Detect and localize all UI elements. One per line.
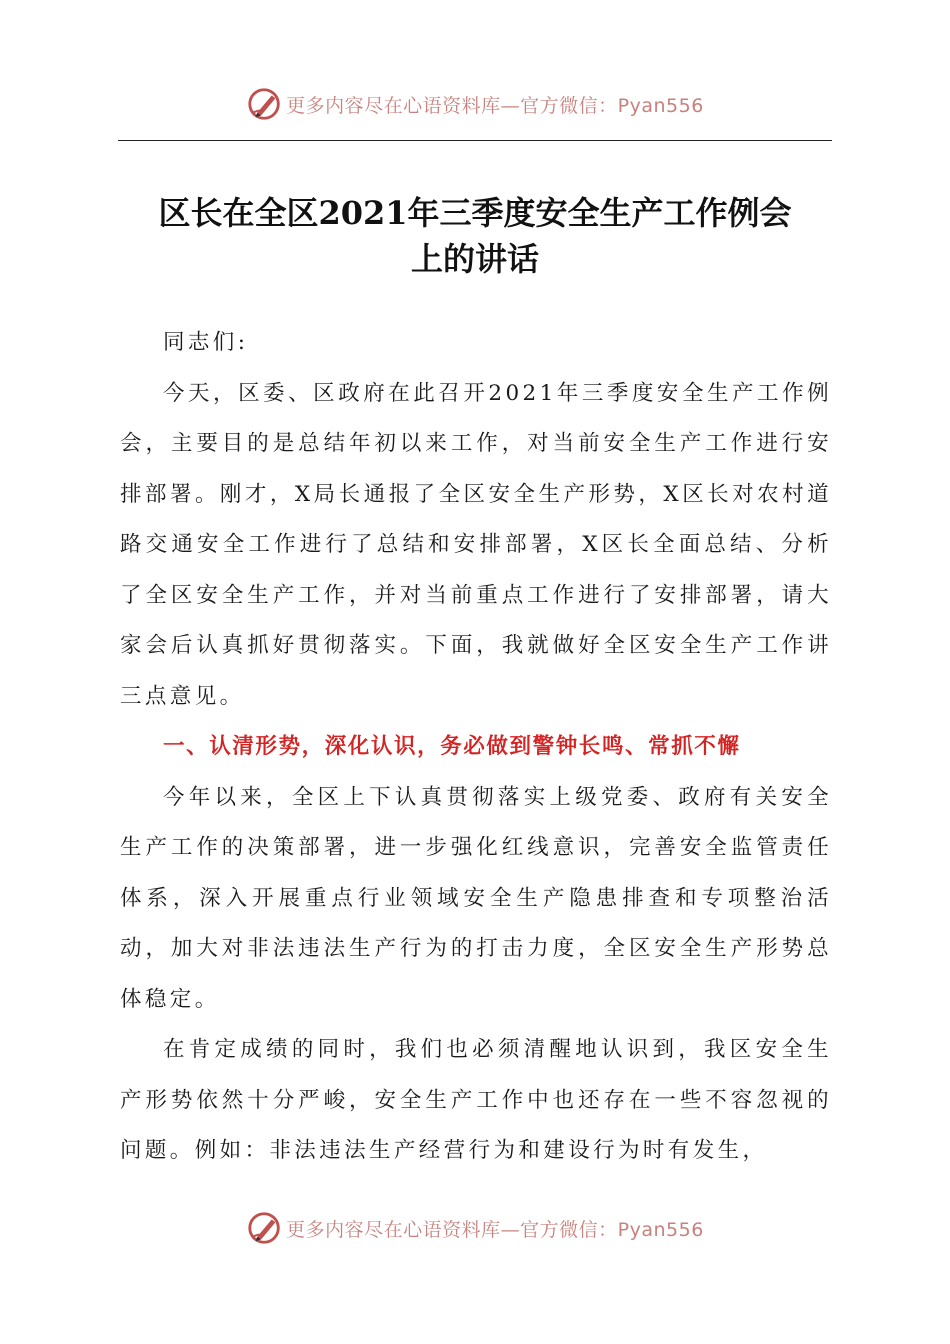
paragraph: 今年以来，全区上下认真贯彻落实上级党委、政府有关安全生产工作的决策部署，进一步强化红线意识，完善安全监管责任体系，深入开展重点行业领域安全生产隐患排查和专项整治活动，加大对非法违法生产行为的打击力度，全区安全生产形势总体稳定。: [120, 784, 832, 1012]
header-wechat-id: Pyan556: [617, 94, 704, 117]
section-heading: 一、认清形势，深化认识，务必做到警钟长鸣、常抓不懈: [163, 734, 741, 759]
header-divider: [118, 140, 832, 141]
pen-logo-icon: [246, 85, 284, 123]
paragraph: 在肯定成绩的同时，我们也必须清醒地认识到，我区安全生产形势依然十分严峻，安全生产工作中也还存在一些不容忽视的问题。例如：非法违法生产经营行为和建设行为时有发生，: [120, 1037, 832, 1163]
header-banner-text: 更多内容尽在心语资料库—官方微信：Pyan556: [286, 94, 704, 117]
title-line-2: 上的讲话: [410, 240, 539, 278]
document-title: [80, 190, 870, 282]
salutation: 同志们:: [163, 330, 249, 355]
pen-logo-icon: [246, 1209, 284, 1247]
footer-wechat-id: Pyan556: [617, 1218, 704, 1241]
document-body: [120, 318, 832, 1177]
title-line-1: 区长在全区2021年三季度安全生产工作例会: [158, 194, 792, 232]
header-banner: [0, 82, 950, 126]
footer-banner-text: 更多内容尽在心语资料库—官方微信：Pyan556: [286, 1218, 704, 1241]
paragraph: 今天，区委、区政府在此召开2021年三季度安全生产工作例会，主要目的是总结年初以来工作，对当前安全生产工作进行安排部署。刚才，X局长通报了全区安全生产形势，X区长对农村道路交通安全工作进行了总结和安排部署，X区长全面总结、分析了全区安全生产工作，并对当前重点工作进行了安排部署，请大家会后认真抓好贯彻落实。下面，我就做好全区安全生产工作讲三点意见。: [120, 380, 832, 709]
footer-banner: [0, 1206, 950, 1250]
